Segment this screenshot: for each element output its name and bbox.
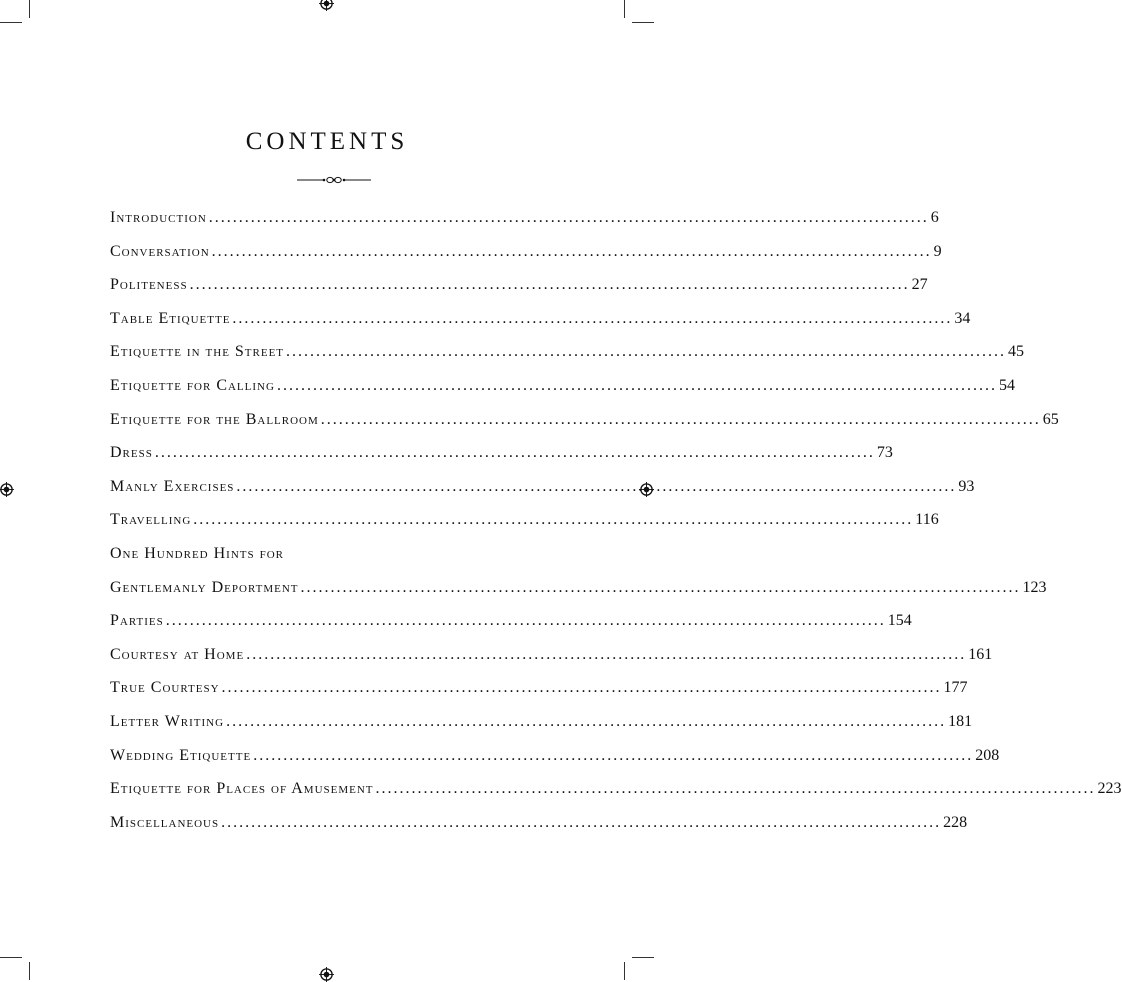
toc-entry[interactable] (110, 338, 1025, 372)
toc-entry-title: Politeness (110, 276, 188, 294)
toc-entry[interactable] (110, 439, 893, 473)
toc-entry[interactable] (110, 406, 1059, 440)
toc-entry-page-number: 27 (911, 276, 928, 294)
toc-entry-title: True Courtesy (110, 679, 220, 697)
crop-mark-top-left-h (0, 22, 22, 23)
toc-entry[interactable] (110, 708, 973, 742)
toc-entry-title: Courtesy at Home (110, 645, 245, 663)
dot-leader: ........................................................................................................................ (189, 276, 910, 294)
toc-entry-page-number: 34 (954, 309, 971, 327)
toc-entry[interactable] (110, 372, 1015, 406)
toc-entry[interactable] (110, 473, 975, 507)
toc-entry-title: One Hundred Hints for (110, 544, 285, 562)
toc-entry-page-number: 6 (930, 209, 939, 226)
registration-mark-left-icon (0, 482, 14, 497)
toc-entry[interactable] (110, 775, 1122, 809)
registration-mark-top-icon (319, 0, 334, 11)
toc-entry[interactable] (110, 641, 993, 675)
toc-entry[interactable] (110, 742, 1000, 776)
toc-entry-page-number: 123 (1022, 578, 1047, 596)
toc-entry-title: Wedding Etiquette (110, 746, 252, 764)
toc-entry[interactable] (110, 674, 968, 708)
toc-entry[interactable] (110, 204, 939, 238)
crop-mark-bottom-left (29, 962, 30, 980)
toc-entry-title: Miscellaneous (110, 813, 220, 831)
toc-entry-title: Etiquette for the Ballroom (110, 410, 319, 428)
crop-mark-top-left (29, 0, 30, 18)
crop-mark-bottom-left-h (0, 957, 22, 958)
toc-entry-title: Etiquette in the Street (110, 343, 285, 361)
flourish-divider-icon (297, 174, 371, 186)
toc-entry-page-number: 65 (1042, 410, 1059, 428)
toc-entry-title: Gentlemanly Deportment (110, 578, 299, 596)
page-title: CONTENTS (245, 128, 409, 155)
toc-entry-page-number: 177 (943, 679, 968, 697)
dot-leader: ........................................................................................................................ (211, 242, 932, 260)
toc-entry[interactable] (110, 238, 942, 272)
toc-entry-title: Manly Exercises (110, 477, 235, 495)
toc-entry[interactable] (110, 271, 928, 305)
toc-entry-title: Table Etiquette (110, 309, 231, 327)
dot-leader: ........................................................................................................................ (226, 712, 947, 730)
toc-entry[interactable] (110, 574, 1047, 608)
toc-entry-title: Etiquette for Calling (110, 376, 275, 394)
crop-mark-bottom-right-h (632, 957, 654, 958)
dot-leader: ........................................................................................................................ (320, 410, 1041, 428)
dot-leader: ........................................................................................................................ (154, 444, 875, 462)
dot-leader: ........................................................................................................................ (193, 511, 914, 529)
registration-mark-bottom-icon (319, 967, 334, 982)
toc-entry-page-number: 116 (915, 511, 939, 529)
dot-leader: ........................................................................................................................ (375, 780, 1096, 798)
toc-entry-page-number: 223 (1097, 780, 1122, 798)
toc-entry-title: Travelling (110, 511, 192, 529)
toc-entry[interactable] (110, 540, 564, 574)
dot-leader: ........................................................................................................................ (246, 645, 967, 663)
toc-entry-title: Etiquette for Places of Amusement (110, 780, 374, 798)
toc-entry[interactable] (110, 506, 939, 540)
toc-entry-title: Parties (110, 612, 164, 630)
toc-entry-title: Letter Writing (110, 712, 225, 730)
toc-entry-page-number: 161 (968, 645, 993, 663)
toc-entry-page-number: 154 (887, 612, 912, 630)
table-of-contents (110, 204, 1122, 842)
crop-mark-top-right (624, 0, 625, 18)
crop-mark-bottom-right (624, 962, 625, 980)
toc-entry-page-number: 45 (1008, 343, 1025, 361)
toc-entry-title: Introduction (110, 209, 207, 226)
toc-entry-page-number: 228 (943, 813, 968, 831)
crop-mark-top-right-h (632, 22, 654, 23)
dot-leader: ........................................................................................................................ (300, 578, 1021, 596)
toc-entry-page-number: 9 (933, 242, 942, 260)
dot-leader: ........................................................................................................................ (221, 813, 942, 831)
dot-leader: ........................................................................................................................ (221, 679, 942, 697)
dot-leader: ........................................................................................................................ (165, 612, 886, 630)
toc-entry-page-number: 73 (876, 444, 893, 462)
dot-leader: ........................................................................................................................ (208, 209, 929, 226)
dot-leader: ........................................................................................................................ (276, 376, 997, 394)
dot-leader: ........................................................................................................................ (236, 477, 957, 495)
dot-leader: ........................................................................................................................ (232, 309, 953, 327)
toc-entry-title: Dress (110, 444, 153, 462)
dot-leader: ........................................................................................................................ (253, 746, 974, 764)
toc-entry[interactable] (110, 809, 968, 843)
toc-entry-title: Conversation (110, 242, 210, 260)
toc-entry-page-number: 208 (975, 746, 1000, 764)
dot-leader: ........................................................................................................................ (286, 343, 1007, 361)
toc-entry-page-number: 54 (998, 376, 1015, 394)
toc-entry[interactable] (110, 607, 912, 641)
toc-entry-page-number: 181 (948, 712, 973, 730)
toc-entry[interactable] (110, 305, 971, 339)
toc-entry-page-number: 93 (958, 477, 975, 495)
